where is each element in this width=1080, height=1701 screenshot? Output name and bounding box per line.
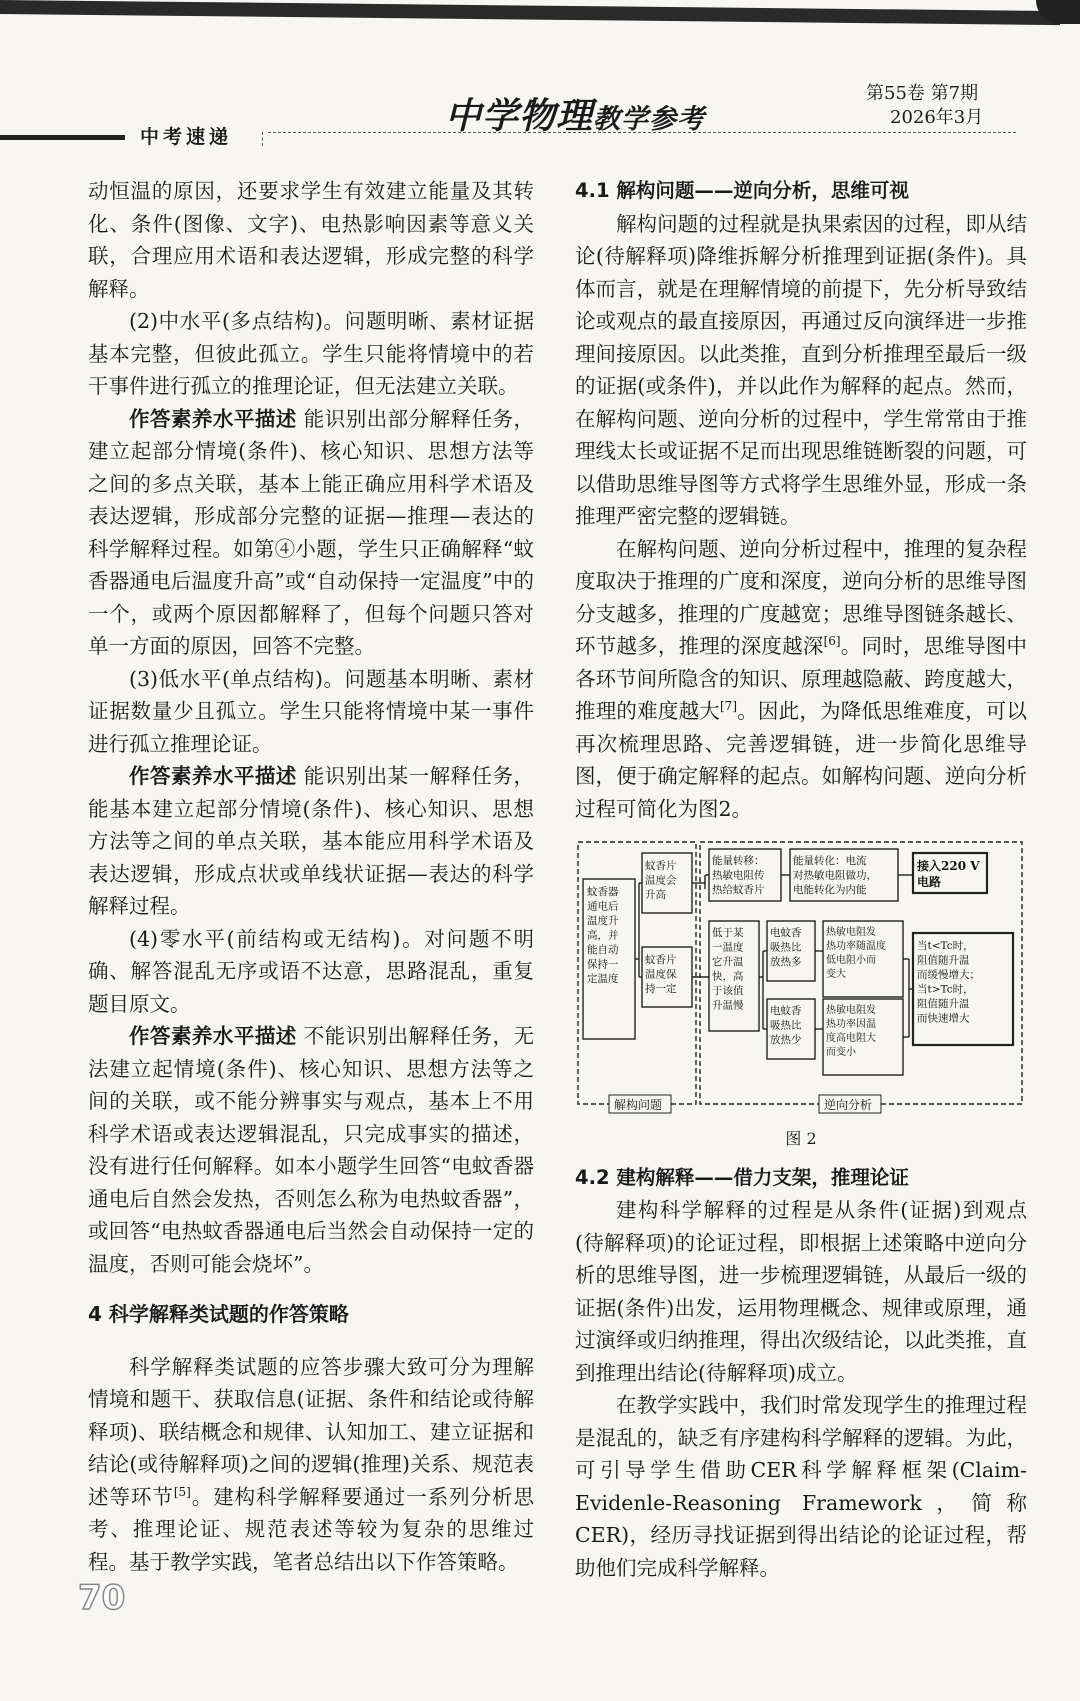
figure-box-line: 热敏电阻发 bbox=[826, 1005, 876, 1016]
figure-box-line: 放热少 bbox=[770, 1034, 802, 1046]
figure-box-line: 蚊香片 bbox=[645, 954, 677, 966]
figure-box-line: 能自动 bbox=[587, 944, 619, 956]
figure-box-line: 电能转化为内能 bbox=[793, 884, 867, 896]
figure-box-line: 能量转化：电流 bbox=[793, 855, 867, 867]
label-deconstruct: 解构问题 bbox=[614, 1098, 663, 1112]
figure-box-line: 接入220 V bbox=[917, 859, 980, 873]
figure-box-line: 它升温 bbox=[712, 956, 744, 968]
figure-box-line: 持一定 bbox=[645, 983, 677, 995]
figure-box-line: 升高 bbox=[645, 889, 666, 901]
figure-box-line: 温度保 bbox=[645, 968, 677, 981]
figure-box-line: 通电后 bbox=[587, 900, 619, 913]
figure-box-line: 蚊香器 bbox=[587, 886, 619, 898]
figure-2-mindmap bbox=[575, 839, 1027, 1119]
paragraph: 在教学实践中，我们时常发现学生的推理过程是混乱的，缺乏有序建构科学解释的逻辑。为此，可引导学生借助CER科学解释框架(Claim-Evidenle-Reasoning Framework，简称CER)，经历寻找证据到得出结论的论证过程，帮助他们完成科学解释。 bbox=[575, 1393, 1027, 1580]
box-d-text bbox=[793, 854, 877, 896]
figure-box-line: 低于某 bbox=[712, 927, 744, 939]
box-i-text bbox=[826, 925, 886, 980]
page-number: 70 bbox=[78, 1578, 126, 1618]
journal-subtitle: 教学参考 bbox=[593, 104, 706, 135]
figure-box-line: 保持一 bbox=[587, 958, 619, 971]
box-f-text bbox=[712, 926, 744, 1012]
section-heading: 4 科学解释类试题的作答策略 bbox=[88, 1302, 349, 1326]
paragraph: 作答素养水平描述 不能识别出解释任务，无法建立起情境(条件)、核心知识、思想方法等之间的关联，或不能分辨事实与观点，基本上不用科学术语或表达逻辑混乱，只完成事实的描述，没有进行任何解释。如本小题学生回答“电蚊香器通电后自然会发热，否则怎么称为电热蚊香器”，或回答“电热蚊香器通电后当然会自动保持一定的温度，否则可能会烧坏”。 bbox=[88, 1024, 535, 1276]
subsection-heading: 4.2 建构解释——借力支架，推理论证 bbox=[575, 1165, 909, 1189]
box-c-text bbox=[712, 854, 765, 896]
paragraph: 动恒温的原因，还要求学生有效建立能量及其转化、条件(图像、文字)、电热影响因素等意义关联，合理应用术语和表达逻辑，形成完整的科学解释。 bbox=[88, 179, 534, 301]
figure-box-line: 蚊香片 bbox=[645, 860, 677, 872]
figure-box-line: 而变小 bbox=[826, 1047, 856, 1058]
figure-box-line: 热敏电阻传 bbox=[712, 869, 765, 882]
figure-box-line: 热敏电阻发 bbox=[826, 927, 876, 938]
box-b-text bbox=[645, 953, 677, 995]
top-scan-edge bbox=[0, 0, 1060, 25]
figure-box-line: 于该值 bbox=[712, 985, 744, 997]
section-tag: 中考速递 bbox=[140, 126, 233, 148]
figure-box-line: 度高电阻大 bbox=[826, 1033, 876, 1044]
paragraph: 在解构问题、逆向分析过程中，推理的复杂程度取决于推理的广度和深度，逆向分析的思维导图分支越多，推理的广度越宽；思维导图链条越长、环节越多，推理的深度越深[6]。同时，思维导图中各环节间所隐含的知识、原理越隐蔽、跨度越大，推理的难度越大[7]。因此，为降低思维难度，可以再次梳理思路、完善逻辑链，进一步简化思维导图，便于确定解释的起点。如解构问题、逆向分析过程可简化为图2。 bbox=[575, 536, 1028, 821]
citation: [6] bbox=[823, 634, 841, 649]
figure-box-line: 一温度 bbox=[712, 941, 744, 954]
paragraph: (3)低水平(单点结构)。问题基本明晰、素材证据数量少且孤立。学生只能将情境中某一事件进行孤立推理论证。 bbox=[88, 666, 534, 756]
figure-box-line: 当t<Tc时， bbox=[917, 940, 974, 952]
figure-box-line: 变大 bbox=[826, 969, 846, 980]
figure-box-line: 而快速增大 bbox=[917, 1012, 970, 1025]
figure-box-line: 温度会 bbox=[645, 874, 677, 887]
level-label: 作答素养水平描述 bbox=[129, 764, 297, 788]
paragraph: 科学解释类试题的应答步骤大致可分为理解情境和题干、获取信息(证据、条件和结论或待解释项)、联结概念和规律、认知加工、建立证据和结论(或待解释项)之间的逻辑(推理)关系、规范表述等环节[5]。建构科学解释要通过一系列分析思考、推理论证、规范表述等较为复杂的思维过程。基于教学实践，笔者总结出以下作答策略。 bbox=[88, 1354, 535, 1574]
paragraph: (4)零水平(前结构或无结构)。对问题不明确、解答混乱无序或语不达意，思路混乱，重复题目原文。 bbox=[88, 926, 534, 1016]
figure-box-line: 能量转移： bbox=[712, 855, 765, 867]
box-k-text bbox=[917, 939, 980, 1025]
header-rule-tick bbox=[262, 132, 263, 146]
left-column bbox=[88, 175, 534, 1578]
paragraph: (2)中水平(多点结构)。问题明晰、素材证据基本完整，但彼此孤立。学生只能将情境中的若干事件进行孤立的推理论证，但无法建立关联。 bbox=[88, 309, 534, 398]
figure-box-line: 当t>Tc时， bbox=[917, 983, 974, 996]
figure-box-line: 对热敏电阻做功， bbox=[793, 869, 877, 882]
figure-box-line: 而缓慢增大； bbox=[917, 969, 980, 981]
figure-box-line: 吸热比 bbox=[770, 1019, 802, 1032]
figure-box-line: 热功率随温度 bbox=[826, 941, 886, 952]
figure-box-line: 高，并 bbox=[587, 929, 619, 942]
level-label: 作答素养水平描述 bbox=[129, 406, 297, 431]
box-e-text bbox=[916, 858, 980, 889]
figure-box-line: 热功率因温 bbox=[826, 1019, 876, 1030]
figure-box-line: 电路 bbox=[917, 875, 942, 889]
issue-volume: 第55卷 第7期 bbox=[866, 83, 979, 104]
box-j-text bbox=[826, 1003, 876, 1058]
issue-info bbox=[866, 82, 983, 130]
right-column bbox=[575, 175, 1027, 1584]
level-label: 作答素养水平描述 bbox=[129, 1024, 297, 1048]
box-root-text bbox=[587, 885, 619, 985]
subsection-heading: 4.1 解构问题——逆向分析，思维可视 bbox=[575, 179, 909, 202]
citation: [5] bbox=[173, 1484, 191, 1499]
figure-box-line: 阻值随升温 bbox=[917, 998, 970, 1010]
header-dashed-rule bbox=[268, 132, 1016, 133]
figure-box-line: 放热多 bbox=[770, 956, 802, 968]
issue-date: 2026年3月 bbox=[890, 107, 984, 128]
box-h-text bbox=[770, 1004, 802, 1046]
mindmap-svg bbox=[575, 839, 1027, 1119]
figure-box-line: 吸热比 bbox=[770, 941, 802, 954]
box-g-text bbox=[770, 926, 802, 968]
paragraph: 作答素养水平描述 能识别出某一解释任务，能基本建立起部分情境(条件)、核心知识、思想方法等之间的单点关联，基本能应用科学术语及表达逻辑，形成点状或单线状证据—表达的科学解释过程。 bbox=[88, 764, 535, 918]
figure-box-line: 低电阻小而 bbox=[826, 955, 876, 966]
paragraph: 解构问题的过程就是执果索因的过程，即从结论(待解释项)降维拆解分析推理到证据(条件)。具体而言，就是在理解情境的前提下，先分析导致结论或观点的最直接原因，再通过反向演绎进一步推理间接原因。以此类推，直到分析推理至最后一级的证据(或条件)，并以此作为解释的起点。然而，在解构问题、逆向分析的过程中，学生常常由于推理线太长或证据不足而出现思维链断裂的问题，可以借助思维导图等方式将学生思维外显，形成一条推理严密完整的逻辑链。 bbox=[575, 211, 1027, 528]
label-reverse: 逆向分析 bbox=[824, 1098, 873, 1112]
figure-box-line: 热给蚊香片 bbox=[712, 884, 765, 896]
box-a-text bbox=[645, 859, 677, 901]
figure-box-line: 阻值随升温 bbox=[917, 954, 970, 967]
citation: [7] bbox=[720, 699, 737, 714]
paragraph: 建构科学解释的过程是从条件(证据)到观点(待解释项)的论证过程，即根据上述策略中逆向分析的思维导图，进一步梳理逻辑链，从最后一级的证据(条件)出发，运用物理概念、规律或原理，通过演绎或归纳推理，得出次级结论，以此类推，直到推理出结论(待解释项)成立。 bbox=[575, 1198, 1027, 1385]
figure-box-line: 升温慢 bbox=[712, 999, 744, 1012]
figure-caption: 图 2 bbox=[785, 1129, 817, 1148]
figure-box-line: 快，高 bbox=[712, 970, 744, 983]
figure-box-line: 温度升 bbox=[587, 915, 619, 927]
journal-title: 中学物理教学参考 bbox=[445, 95, 706, 137]
header-rule bbox=[0, 135, 125, 140]
figure-box-line: 电蚊香 bbox=[770, 1005, 802, 1017]
figure-box-line: 电蚊香 bbox=[770, 927, 802, 939]
figure-box-line: 定温度 bbox=[587, 973, 619, 985]
paragraph: 作答素养水平描述 能识别出部分解释任务，建立起部分情境(条件)、核心知识、思想方法等之间的多点关联，基本上能正确应用科学术语及表达逻辑，形成部分完整的证据—推理—表达的科学解释过程。如第④小题，学生只正确解释“蚊香器通电后温度升高”或“自动保持一定温度”中的一个，或两个原因都解释了，但每个问题只答对单一方面的原因，回答不完整。 bbox=[88, 406, 535, 658]
